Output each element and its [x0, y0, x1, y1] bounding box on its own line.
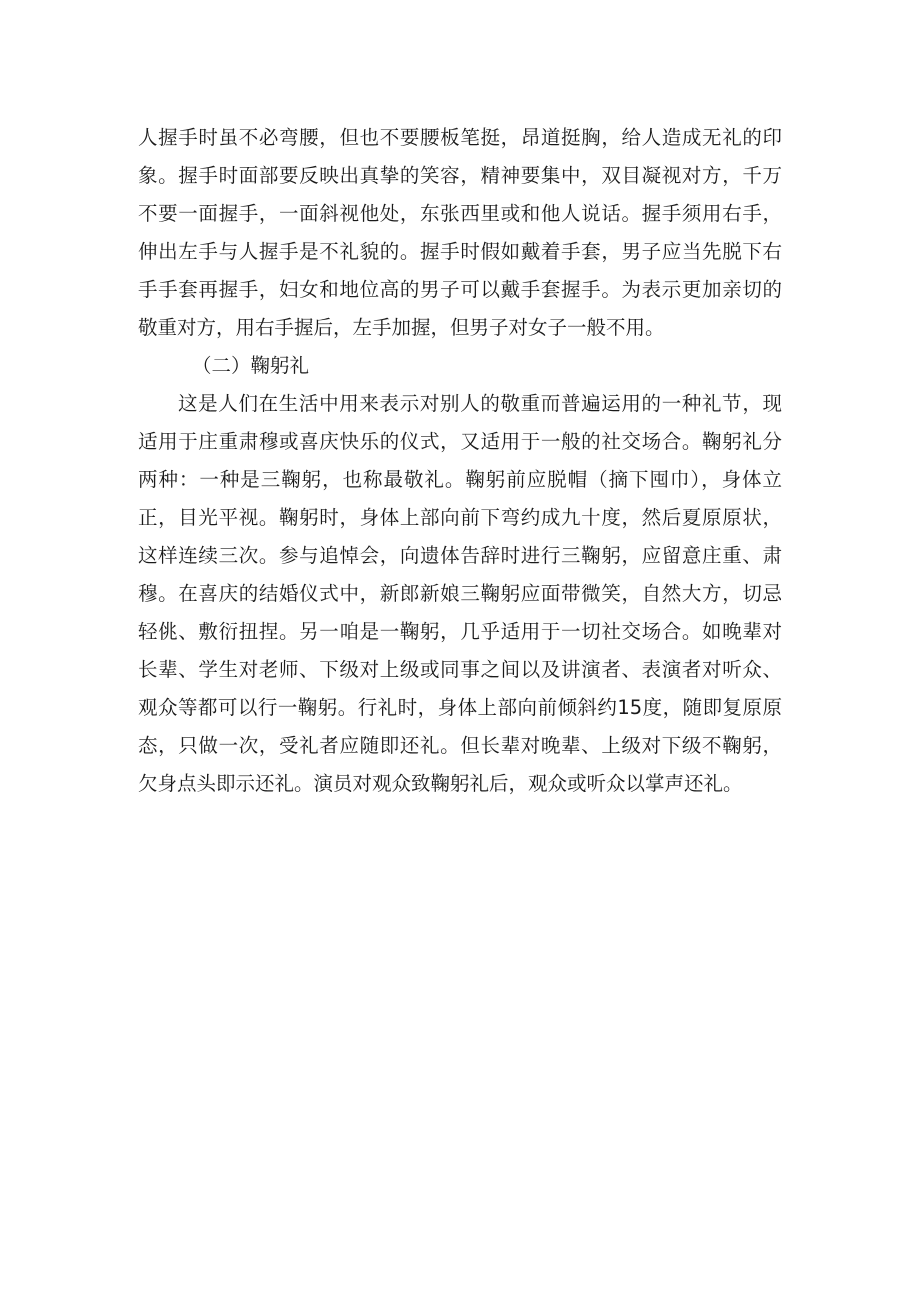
- text-line: 正，目光平视。鞠躬时，身体上部向前下弯约成九十度，然后夏原原状，: [138, 506, 782, 529]
- text-line: 穆。在喜庆的结婚仪式中，新郎新娘三鞠躬应面带微笑，自然大方，切忌: [138, 582, 782, 605]
- text-line: 不要一面握手，一面斜视他处，东张西里或和他人说话。握手须用右手，: [138, 202, 782, 225]
- text-line: 这是人们在生活中用来表示对别人的敬重而普遍运用的一种礼节，现: [178, 392, 782, 415]
- paragraph-bow: [138, 385, 782, 803]
- text-line: 手手套再握手，妇女和地位高的男子可以戴手套握手。为表示更加亲切的: [138, 278, 782, 301]
- text-line: 长辈、学生对老师、下级对上级或同事之间以及讲演者、表演者对听众、: [138, 658, 782, 681]
- text-line: 态，只做一次，受礼者应随即还礼。但长辈对晚辈、上级对下级不鞠躬，: [138, 734, 782, 757]
- section-heading: （二）鞠躬礼: [192, 354, 310, 377]
- text-line: 轻佻、敷衍扭捏。另一咱是一鞠躬，几乎适用于一切社交场合。如晚辈对: [138, 620, 782, 643]
- text-line: 适用于庄重肃穆或喜庆快乐的仪式，又适用于一般的社交场合。鞠躬礼分: [138, 430, 782, 453]
- text-line: 象。握手时面部要反映出真挚的笑容，精神要集中，双目凝视对方，千万: [138, 164, 782, 187]
- text-line: 伸出左手与人握手是不礼貌的。握手时假如戴着手套，男子应当先脱下右: [138, 240, 782, 263]
- document-body: [138, 119, 782, 803]
- text-line: 敬重对方，用右手握后，左手加握，但男子对女子一般不用。: [138, 316, 665, 339]
- text-line: 观众等都可以行一鞠躬。行礼时，身体上部向前倾斜约15度，随即复原原: [138, 696, 782, 719]
- text-line: 欠身点头即示还礼。演员对观众致鞠躬礼后，观众或听众以掌声还礼。: [138, 772, 743, 795]
- text-line: 这样连续三次。参与追悼会，向遗体告辞时进行三鞠躬，应留意庄重、肃: [138, 544, 782, 567]
- text-line: 两种：一种是三鞠躬，也称最敬礼。鞠躬前应脱帽（摘下囤巾），身体立: [138, 468, 782, 491]
- text-line: 人握手时虽不必弯腰，但也不要腰板笔挺，昂道挺胸，给人造成无礼的印: [138, 126, 782, 149]
- paragraph-handshake: [138, 119, 782, 347]
